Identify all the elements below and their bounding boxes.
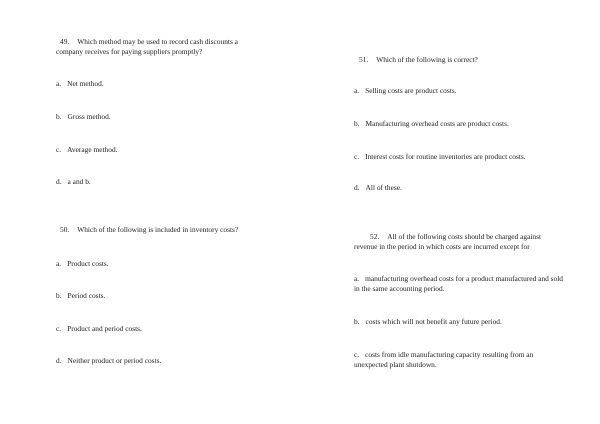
option-text: Net method. xyxy=(67,79,104,88)
option-text: costs which will not benefit any future period. xyxy=(365,317,502,326)
question-50-option-d xyxy=(56,356,161,366)
option-text: Product costs. xyxy=(67,259,109,268)
question-50-option-c xyxy=(56,324,142,334)
option-text: Period costs. xyxy=(67,291,106,300)
option-text: Neither product or period costs. xyxy=(67,356,162,365)
question-51-option-c xyxy=(354,152,526,162)
question-49-option-b xyxy=(56,112,111,122)
question-49-option-a xyxy=(56,79,104,89)
question-50-option-a xyxy=(56,259,109,269)
question-52-option-a xyxy=(354,274,564,294)
question-50-option-b xyxy=(56,291,105,301)
question-number: 50. xyxy=(60,225,70,234)
question-number: 49. xyxy=(60,37,70,46)
question-text: Which method may be used to record cash discounts a company receives for paying suppliers promptly? xyxy=(56,37,238,56)
option-text: manufacturing overhead costs for a product manufactured and sold in the same accounting period. xyxy=(354,274,563,293)
option-letter: a. xyxy=(56,259,62,268)
question-text: Which of the following is included in inventory costs? xyxy=(77,225,239,234)
question-52-option-c xyxy=(354,350,564,370)
option-text: Gross method. xyxy=(67,112,111,121)
question-49-option-c xyxy=(56,145,118,155)
question-number: 51. xyxy=(359,55,369,64)
option-letter: a. xyxy=(354,86,360,95)
option-letter: b. xyxy=(56,112,62,121)
option-text: All of these. xyxy=(365,183,402,192)
option-letter: a. xyxy=(56,79,62,88)
option-letter: c. xyxy=(354,350,360,359)
question-50-stem xyxy=(60,225,238,235)
question-51-option-d xyxy=(354,183,402,193)
question-49-option-d xyxy=(56,177,91,187)
option-letter: b. xyxy=(354,119,360,128)
option-text: a and b. xyxy=(67,177,91,186)
option-letter: d. xyxy=(56,177,62,186)
option-letter: b. xyxy=(56,291,62,300)
question-49-stem xyxy=(56,37,266,57)
option-letter: d. xyxy=(354,183,360,192)
question-51-option-a xyxy=(354,86,456,96)
question-51-option-b xyxy=(354,119,509,129)
question-51-stem xyxy=(359,55,478,65)
option-text: Selling costs are product costs. xyxy=(365,86,457,95)
question-number: 52. xyxy=(370,232,380,241)
option-text: Product and period costs. xyxy=(67,324,142,333)
question-52 xyxy=(354,232,564,252)
question-text: All of the following costs should be charged against revenue in the period in which costs are incurred except for xyxy=(354,232,542,251)
option-letter: c. xyxy=(354,152,360,161)
option-text: Interest costs for routine inventories are product costs. xyxy=(365,152,526,161)
option-letter: a. xyxy=(354,274,360,283)
option-letter: b. xyxy=(354,317,360,326)
question-text: Which of the following is correct? xyxy=(376,55,478,64)
option-text: Average method. xyxy=(67,145,118,154)
option-letter: d. xyxy=(56,356,62,365)
question-52-stem xyxy=(354,232,564,252)
option-text: Manufacturing overhead costs are product costs. xyxy=(365,119,509,128)
question-49 xyxy=(56,37,266,57)
option-letter: c. xyxy=(56,145,62,154)
option-letter: c. xyxy=(56,324,62,333)
question-52-option-b xyxy=(354,317,502,327)
option-text: costs from idle manufacturing capacity resulting from an unexpected plant shutdown. xyxy=(354,350,534,369)
